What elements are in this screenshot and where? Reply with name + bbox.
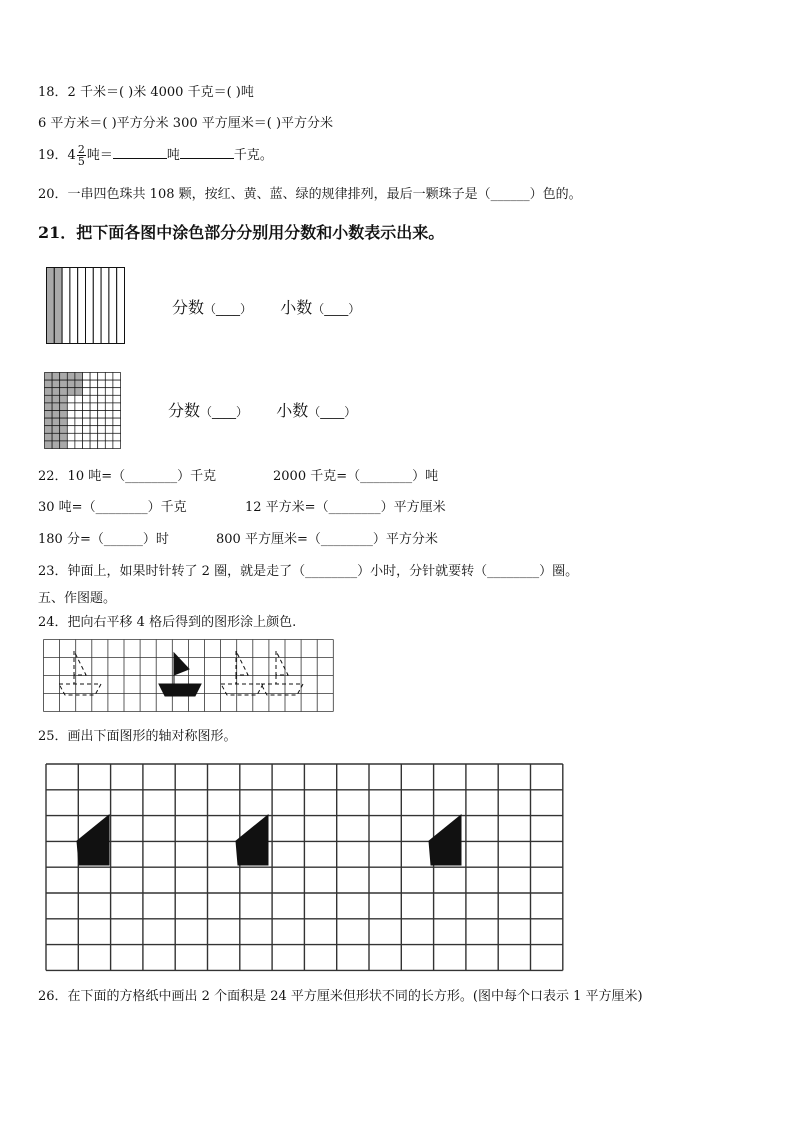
hundred-cell (45, 395, 53, 403)
hundred-cell (113, 403, 121, 411)
hundred-cell (83, 441, 91, 449)
hundred-cell (105, 411, 113, 419)
hundred-cell (45, 411, 53, 419)
q25-black-shapes (77, 815, 461, 865)
hundred-cell (60, 441, 68, 449)
hundred-cell (52, 403, 60, 411)
q21-fig1-decimal-label: 小数 (280, 298, 313, 317)
hundred-cell (90, 380, 98, 388)
hundred-cell (75, 403, 83, 411)
hundred-cell (60, 373, 68, 381)
hundred-cell (90, 433, 98, 441)
q23-line: 23．钟面上，如果时针转了 2 圈，就是走了（________）小时，分针就要转（________）圈。 (38, 564, 579, 579)
hundred-cell (105, 403, 113, 411)
hundred-cell (90, 411, 98, 419)
hundred-cell (67, 380, 75, 388)
hundred-cell (98, 418, 106, 426)
hundred-cell (60, 426, 68, 434)
hundred-cell (98, 403, 106, 411)
hundred-cell (60, 433, 68, 441)
hundred-cell (98, 373, 106, 381)
hundred-cell (67, 441, 75, 449)
hundred-cell (90, 388, 98, 396)
hundred-cell (105, 388, 113, 396)
hundred-cell (52, 441, 60, 449)
hundred-cell (67, 388, 75, 396)
q22-line2b: 12 平方米=（________）平方厘米 (245, 500, 446, 515)
q19-denominator: 5 (77, 155, 85, 168)
hundred-cell (113, 418, 121, 426)
hundred-cell (75, 388, 83, 396)
q19-whole: 4 (67, 148, 76, 163)
q26-line: 26．在下面的方格纸中画出 2 个面积是 24 平方厘米但形状不同的长方形。(图中每个口表示 1 平方厘米) (38, 989, 643, 1004)
hundred-cell (52, 433, 60, 441)
q18-line2: 6 平方米＝( )平方分米 300 平方厘米＝( )平方分米 (38, 116, 334, 131)
strip-3 (62, 268, 70, 344)
hundred-cell (45, 373, 53, 381)
q19-mid2: 吨 (166, 148, 180, 163)
q21-fig2-decimal-blank[interactable]: （____） (308, 405, 357, 419)
hundred-cell (113, 373, 121, 381)
q22-line2a: 30 吨=（________）千克 (38, 500, 187, 515)
hundred-cell (83, 395, 91, 403)
hundred-cell (98, 380, 106, 388)
hundred-cell (60, 418, 68, 426)
q24-grid-figure (43, 639, 335, 715)
hundred-cell (98, 433, 106, 441)
hundred-cell (90, 373, 98, 381)
hundred-cell (75, 433, 83, 441)
section5-heading: 五、作图题。 (38, 591, 117, 606)
q19-numerator: 2 (77, 143, 85, 156)
q21-fig1-fraction-blank[interactable]: （____） (204, 302, 253, 316)
strip-4 (70, 268, 78, 344)
q21-hundred-grid (44, 372, 124, 452)
hundred-cell (90, 395, 98, 403)
strip-9 (109, 268, 117, 344)
strip-8 (101, 268, 109, 344)
q21-fig1-decimal-blank[interactable]: （____） (312, 302, 361, 316)
q21-fig2-answers (168, 398, 356, 421)
hundred-cell (105, 373, 113, 381)
q21-strip-figure (46, 267, 126, 345)
q21-fig1-answers (172, 295, 360, 318)
q25-grid-figure (45, 763, 567, 972)
hundred-cell (90, 441, 98, 449)
hundred-cell (113, 411, 121, 419)
hundred-cell (98, 426, 106, 434)
q25-shape-2 (236, 815, 268, 865)
q19-line (38, 144, 273, 167)
strip-10 (117, 268, 125, 344)
hundred-cell (60, 388, 68, 396)
hundred-cell (113, 426, 121, 434)
hundred-cell (113, 433, 121, 441)
hundred-cell (60, 380, 68, 388)
hundred-cell (105, 395, 113, 403)
hundred-cell (67, 373, 75, 381)
q21-fig2-decimal-label: 小数 (276, 401, 309, 420)
hundred-cell (60, 403, 68, 411)
q22-line1b: 2000 千克=（________）吨 (273, 469, 439, 484)
hundred-cell (67, 411, 75, 419)
hundred-cell (67, 395, 75, 403)
q19-suffix: 千克。 (233, 148, 273, 163)
q22-line3b: 800 平方厘米=（________）平方分米 (216, 532, 438, 547)
hundred-cell (52, 411, 60, 419)
hundred-cell (45, 433, 53, 441)
q24-solid-boat (159, 653, 201, 696)
hundred-cell (113, 395, 121, 403)
hundred-cell (105, 380, 113, 388)
hundred-cell (45, 388, 53, 396)
hundred-cell (52, 426, 60, 434)
hundred-cell (75, 426, 83, 434)
strip-1 (47, 268, 55, 344)
hundred-cell (98, 411, 106, 419)
hundred-cell (105, 418, 113, 426)
hundred-cell (98, 395, 106, 403)
hundred-cell (52, 388, 60, 396)
hundred-cell (75, 395, 83, 403)
hundred-cell (45, 426, 53, 434)
q19-prefix: 19． (38, 148, 68, 163)
q19-mid1: 吨＝ (86, 148, 113, 163)
hundred-cell (75, 373, 83, 381)
strip-7 (93, 268, 101, 344)
q24-line: 24．把向右平移 4 格后得到的图形涂上颜色. (38, 615, 297, 630)
hundred-cell (90, 403, 98, 411)
hundred-cell (90, 418, 98, 426)
hundred-cell (83, 373, 91, 381)
hundred-cell (67, 433, 75, 441)
hundred-cell (45, 403, 53, 411)
q20-line: 20．一串四色珠共 108 颗，按红、黄、蓝、绿的规律排列，最后一颗珠子是（______）色的。 (38, 187, 582, 202)
hundred-cell (67, 403, 75, 411)
hundred-cell (105, 441, 113, 449)
q21-title: 21．把下面各图中涂色部分分别用分数和小数表示出来。 (38, 223, 445, 242)
hundred-cell (83, 388, 91, 396)
hundred-cell (75, 380, 83, 388)
hundred-cell (52, 418, 60, 426)
hundred-cell (83, 411, 91, 419)
hundred-cell (83, 380, 91, 388)
hundred-cell (52, 380, 60, 388)
q18-line1: 18．2 千米＝( )米 4000 千克＝( )吨 (38, 85, 254, 100)
hundred-cell (52, 373, 60, 381)
hundred-cell (113, 380, 121, 388)
q19-blank-2[interactable] (180, 146, 234, 159)
hundred-cell (45, 380, 53, 388)
hundred-cell (83, 403, 91, 411)
q21-fig2-fraction-blank[interactable]: （____） (200, 405, 249, 419)
hundred-cell (98, 388, 106, 396)
strip-6 (86, 268, 94, 344)
hundred-cell (75, 418, 83, 426)
hundred-cell (52, 395, 60, 403)
hundred-cell (75, 411, 83, 419)
q21-fig2-fraction-label: 分数 (168, 401, 201, 420)
hundred-cell (113, 388, 121, 396)
hundred-cell (113, 441, 121, 449)
q25-shape-1 (77, 815, 109, 865)
hundred-cell (98, 441, 106, 449)
hundred-cell (83, 418, 91, 426)
q19-fraction (77, 144, 86, 167)
q25-line: 25．画出下面图形的轴对称图形。 (38, 729, 237, 744)
q19-blank-1[interactable] (113, 146, 167, 159)
hundred-cell (45, 418, 53, 426)
hundred-cell (75, 441, 83, 449)
hundred-cell (60, 411, 68, 419)
hundred-cell (105, 433, 113, 441)
hundred-cell (83, 433, 91, 441)
hundred-cell (83, 426, 91, 434)
hundred-cell (60, 395, 68, 403)
q22-line1a: 22．10 吨=（________）千克 (38, 469, 217, 484)
strip-2 (54, 268, 62, 344)
hundred-cell (45, 441, 53, 449)
hundred-cell (90, 426, 98, 434)
q21-fig1-fraction-label: 分数 (172, 298, 205, 317)
strip-5 (78, 268, 86, 344)
q22-line3a: 180 分=（______）时 (38, 532, 169, 547)
hundred-cell (67, 418, 75, 426)
hundred-cell (105, 426, 113, 434)
hundred-cell (67, 426, 75, 434)
